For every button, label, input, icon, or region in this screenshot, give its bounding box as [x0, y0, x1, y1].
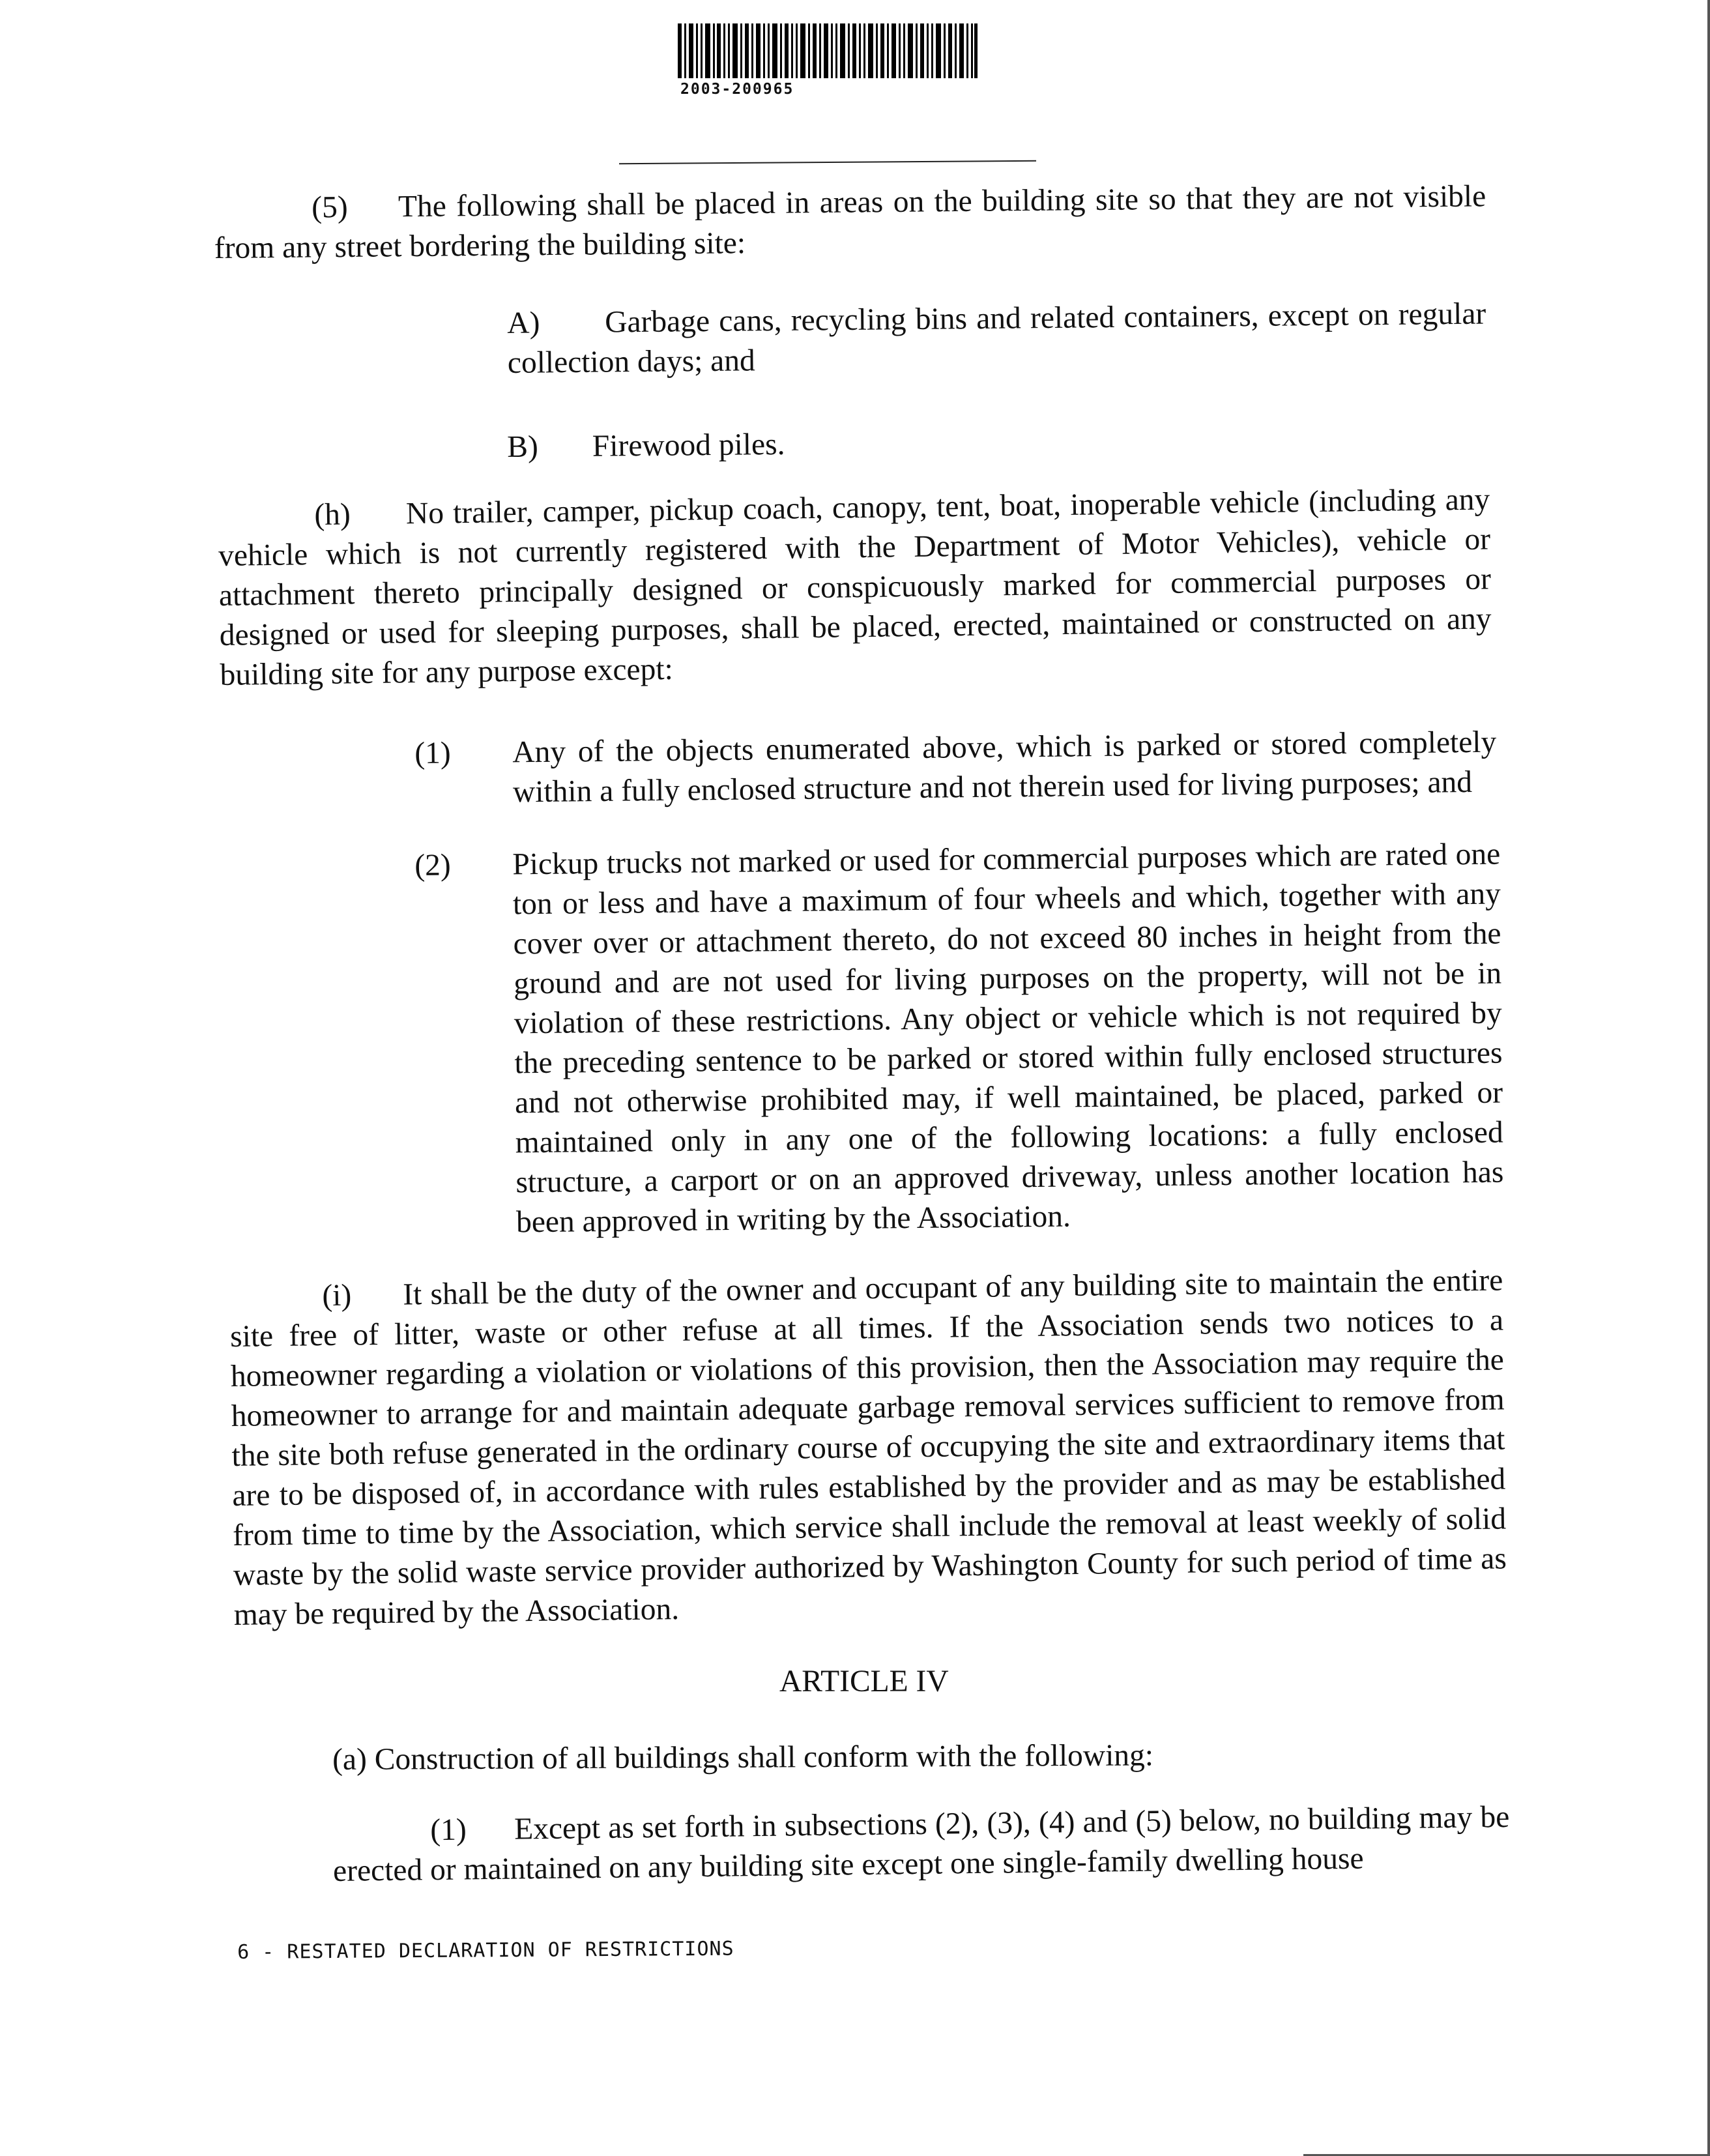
recording-stamp [678, 23, 978, 98]
paragraph-g5-text: The following shall be placed in areas on the building site so that they are not visible from any street bordering the building site: [214, 179, 1486, 265]
item-a-text: Garbage cans, recycling bins and related containers, except on regular collection days; and [507, 297, 1486, 380]
document-number: 2003-200965 [680, 81, 794, 98]
paragraph-i-text: It shall be the duty of the owner and occupant of any building site to maintain the entire site free of litter, waste or other refuse at all times. If the Association sends two notices to a homeowner regarding a violation or violations of this provision, then the Association may require the homeowner to arrange for and maintain adequate garbage removal services sufficient to remove from the site both refuse generated in the ordinary course of occupying the site and extraordinary items that are to be disposed of, in accordance with rules established by the provider and as may be established from time to time by the Association, which service shall include the removal at least weekly of solid waste by the solid waste service provider authorized by Washington County for such period of time as may be required by the Association. [229, 1263, 1507, 1632]
item-h1 [414, 723, 1497, 819]
paragraph-a-text: Construction of all buildings shall conform with the following: [374, 1738, 1154, 1777]
item-a1-text: Except as set forth in subsections (2), (3), (4) and (5) below, no building may be erected or maintained on any building site except one single-family dwelling house [332, 1799, 1510, 1888]
paragraph-g5-label: (5) [312, 190, 348, 225]
item-b-label: B) [507, 430, 539, 464]
separator-line [619, 160, 1036, 164]
article-heading: ARTICLE IV [779, 1665, 949, 1698]
barcode-image [678, 23, 978, 78]
paragraph-i [229, 1260, 1507, 1635]
item-h2-label: (2) [414, 848, 451, 882]
item-b-text: Firewood piles. [592, 427, 785, 463]
paragraph-a-label: (a) [332, 1742, 368, 1777]
item-a-label: A) [507, 306, 540, 340]
item-h1-label: (1) [414, 736, 451, 770]
item-h1-text: Any of the objects enumerated above, which is parked or stored completely within a fully enclosed structure and not therein used for living purposes; and [512, 725, 1497, 809]
paragraph-h-text: No trailer, camper, pickup coach, canopy, tent, boat, inoperable vehicle (including any vehicle which is not currently registered with the Department of Motor Vehicles), vehicle or attachment thereto principally designed or conspicuously marked for commercial purposes or designed or used for sleeping purposes, shall be placed, erected, maintained or constructed on any building site for any purpose except: [218, 482, 1492, 692]
item-h2 [414, 835, 1504, 1240]
item-a1-label: (1) [430, 1813, 467, 1848]
scan-edge-right [1707, 0, 1710, 2156]
paragraph-g5 [214, 177, 1486, 269]
paragraph-i-label: (i) [322, 1278, 352, 1313]
page-footer: 6 - RESTATED DECLARATION OF RESTRICTIONS [237, 1937, 734, 1964]
item-h2-text: Pickup trucks not marked or used for commercial purposes which are rated one ton or less and have a maximum of four wheels and which, together with any cover over or attachment thereto, do not exceed 80 inches in height from the ground and are not used for living purposes on the property, will not be in violation of these restrictions. Any object or vehicle which is not required by the preceding sentence to be parked or stored within fully enclosed structures and not otherwise prohibited may, if well maintained, be placed, parked or maintained only in any one of the following locations: a fully enclosed structure, a carport or on an approved driveway, unless another location has been approved in writing by the Association. [512, 837, 1504, 1240]
item-a-garbage [507, 295, 1486, 383]
item-a1 [332, 1798, 1510, 1891]
paragraph-h [218, 480, 1492, 695]
paragraph-a [332, 1734, 1505, 1780]
item-b-firewood [507, 418, 1485, 467]
paragraph-h-label: (h) [314, 497, 351, 532]
